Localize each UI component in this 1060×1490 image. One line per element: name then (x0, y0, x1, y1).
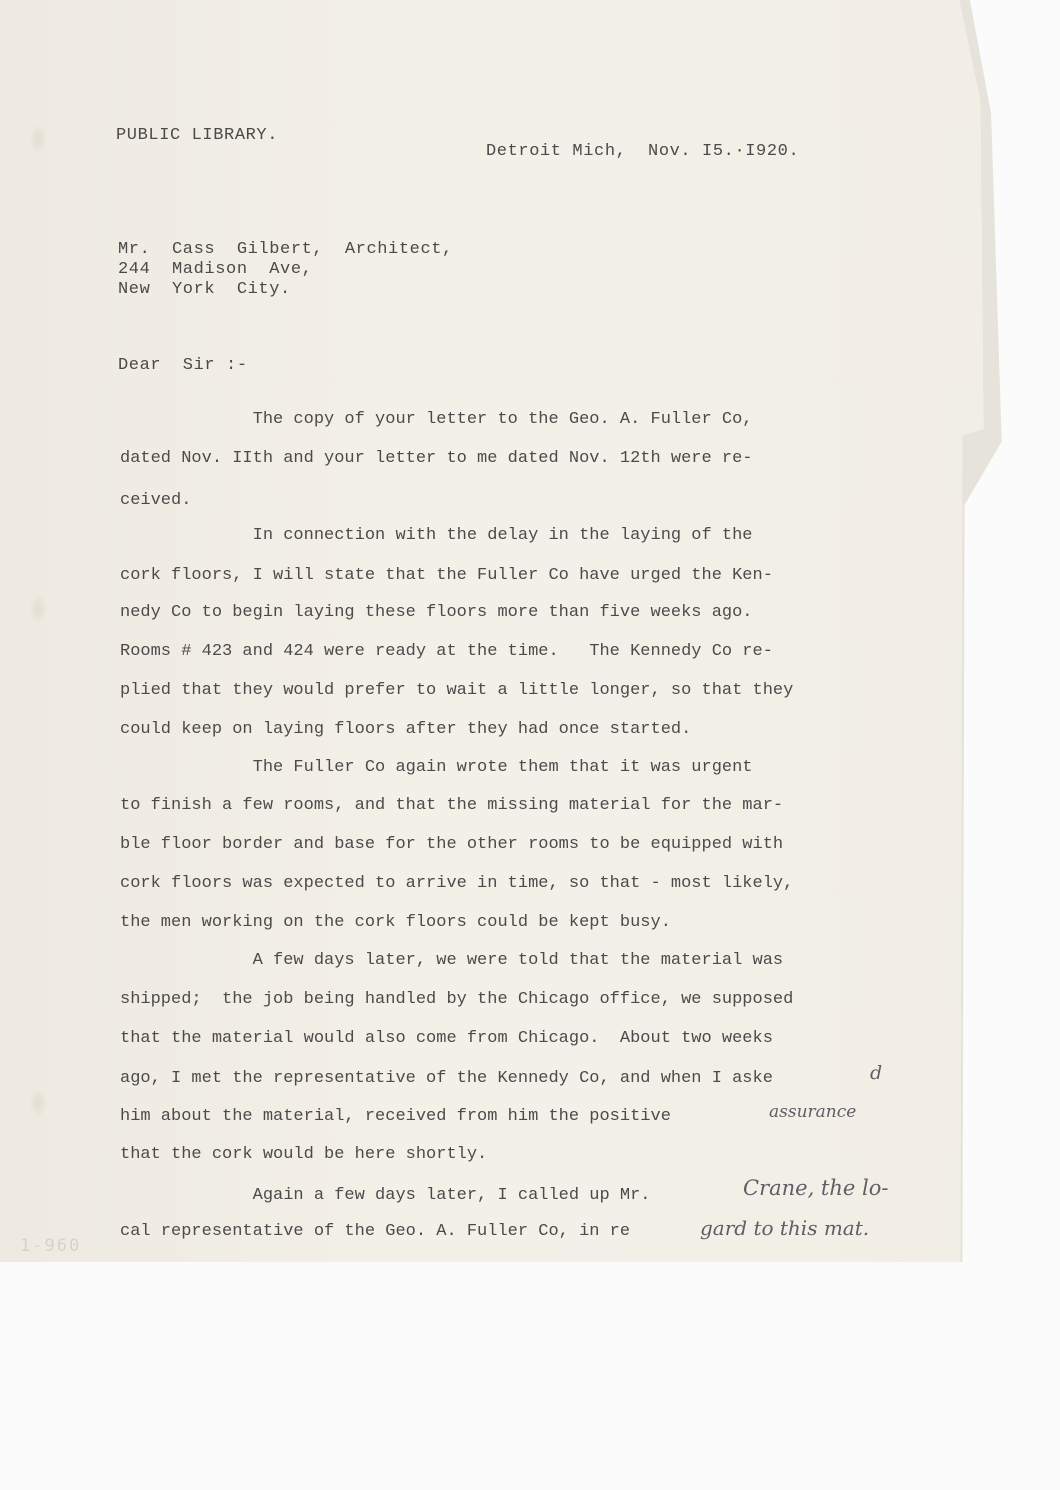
body-line: shipped; the job being handled by the Chicago office, we supposed (120, 990, 794, 1009)
address-line: Mr. Cass Gilbert, Architect, (118, 240, 453, 259)
body-line: The copy of your letter to the Geo. A. Fuller Co, (120, 410, 753, 429)
punch-hole-mark (30, 1090, 46, 1116)
body-line: cal representative of the Geo. A. Fuller Co, in re (120, 1222, 631, 1241)
body-line: ago, I met the representative of the Kennedy Co, and when I aske (120, 1069, 773, 1088)
address-line: 244 Madison Ave, (118, 260, 313, 279)
body-line: cork floors was expected to arrive in time, so that - most likely, (120, 874, 794, 893)
handwritten-annotation: gard to this mat. (700, 1216, 870, 1240)
institution-header: PUBLIC LIBRARY. (116, 126, 279, 145)
body-line: the men working on the cork floors could be kept busy. (120, 913, 671, 932)
handwritten-annotation: assurance (769, 1102, 857, 1122)
body-line: ble floor border and base for the other rooms to be equipped with (120, 835, 784, 854)
faint-stamp-mark: 1-960 (20, 1236, 82, 1256)
body-line: A few days later, we were told that the material was (120, 951, 784, 970)
handwritten-annotation: Crane, the lo- (743, 1176, 889, 1200)
body-line: In connection with the delay in the laying of the (120, 526, 753, 545)
body-line: ceived. (120, 491, 192, 510)
body-line: could keep on laying floors after they had once started. (120, 720, 692, 739)
body-line: him about the material, received from him the positive (120, 1107, 671, 1126)
address-line: New York City. (118, 280, 291, 299)
body-line: The Fuller Co again wrote them that it was urgent (120, 758, 753, 777)
body-line: Rooms # 423 and 424 were ready at the time. The Kennedy Co re- (120, 642, 773, 661)
body-line: Again a few days later, I called up Mr. (120, 1186, 651, 1205)
body-line: that the cork would be here shortly. (120, 1145, 488, 1164)
body-line: plied that they would prefer to wait a little longer, so that they (120, 681, 794, 700)
body-line: cork floors, I will state that the Fuller Co have urged the Ken- (120, 566, 773, 585)
body-line: dated Nov. IIth and your letter to me dated Nov. 12th were re- (120, 449, 753, 468)
body-line: to finish a few rooms, and that the missing material for the mar- (120, 796, 784, 815)
body-line: nedy Co to begin laying these floors more than five weeks ago. (120, 603, 753, 622)
punch-hole-mark (30, 596, 46, 622)
body-line: that the material would also come from Chicago. About two weeks (120, 1029, 773, 1048)
handwritten-annotation: d (870, 1062, 883, 1084)
place-date: Detroit Mich, Nov. I5.·I920. (486, 142, 800, 161)
salutation: Dear Sir :- (118, 356, 248, 375)
punch-hole-mark (30, 126, 46, 152)
